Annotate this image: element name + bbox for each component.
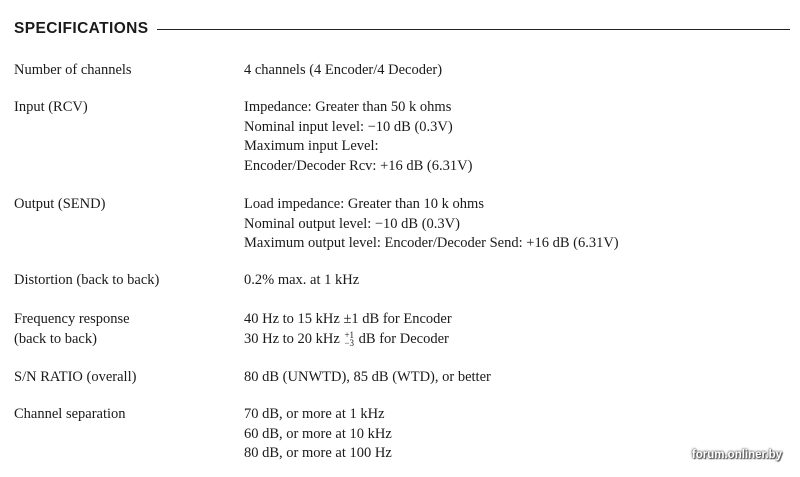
- spec-label: Number of channels: [14, 62, 132, 78]
- spec-label: Channel separation: [14, 406, 126, 422]
- watermark: forum.onliner.by: [691, 449, 782, 461]
- header-rule: [157, 29, 791, 30]
- spec-label: Distortion (back to back): [14, 272, 160, 288]
- spec-label: Output (SEND): [14, 196, 106, 212]
- decoder-freq-line: 30 Hz to 20 kHz +1 −3 dB for Decoder: [244, 330, 449, 349]
- spec-label: S/N RATIO (overall): [14, 369, 137, 385]
- specifications-header: [14, 20, 790, 38]
- spec-value: 4 channels (4 Encoder/4 Decoder): [244, 62, 443, 78]
- tolerance-fraction: +1 −3: [344, 330, 355, 349]
- spec-value: Load impedance: Greater than 10 k ohms Nominal output level: −10 dB (0.3V) Maximum output level: Encoder/Decoder Send: +16 dB (6.31V): [244, 196, 619, 251]
- spec-value: Impedance: Greater than 50 k ohms Nominal input level: −10 dB (0.3V) Maximum input Level: Encoder/Decoder Rcv: +16 dB (6.31V): [244, 99, 473, 174]
- spec-value: 80 dB (UNWTD), 85 dB (WTD), or better: [244, 369, 491, 385]
- spec-value: 40 Hz to 15 kHz ±1 dB for Encoder 30 Hz to 20 kHz +1 −3 dB for Decoder: [244, 310, 800, 349]
- page-title: SPECIFICATIONS: [14, 20, 149, 37]
- spec-label: Input (RCV): [14, 99, 88, 115]
- spec-label: Frequency response (back to back): [14, 311, 130, 347]
- spec-value: 0.2% max. at 1 kHz: [244, 272, 360, 288]
- spec-value: 70 dB, or more at 1 kHz 60 dB, or more at 10 kHz 80 dB, or more at 100 Hz: [244, 406, 392, 461]
